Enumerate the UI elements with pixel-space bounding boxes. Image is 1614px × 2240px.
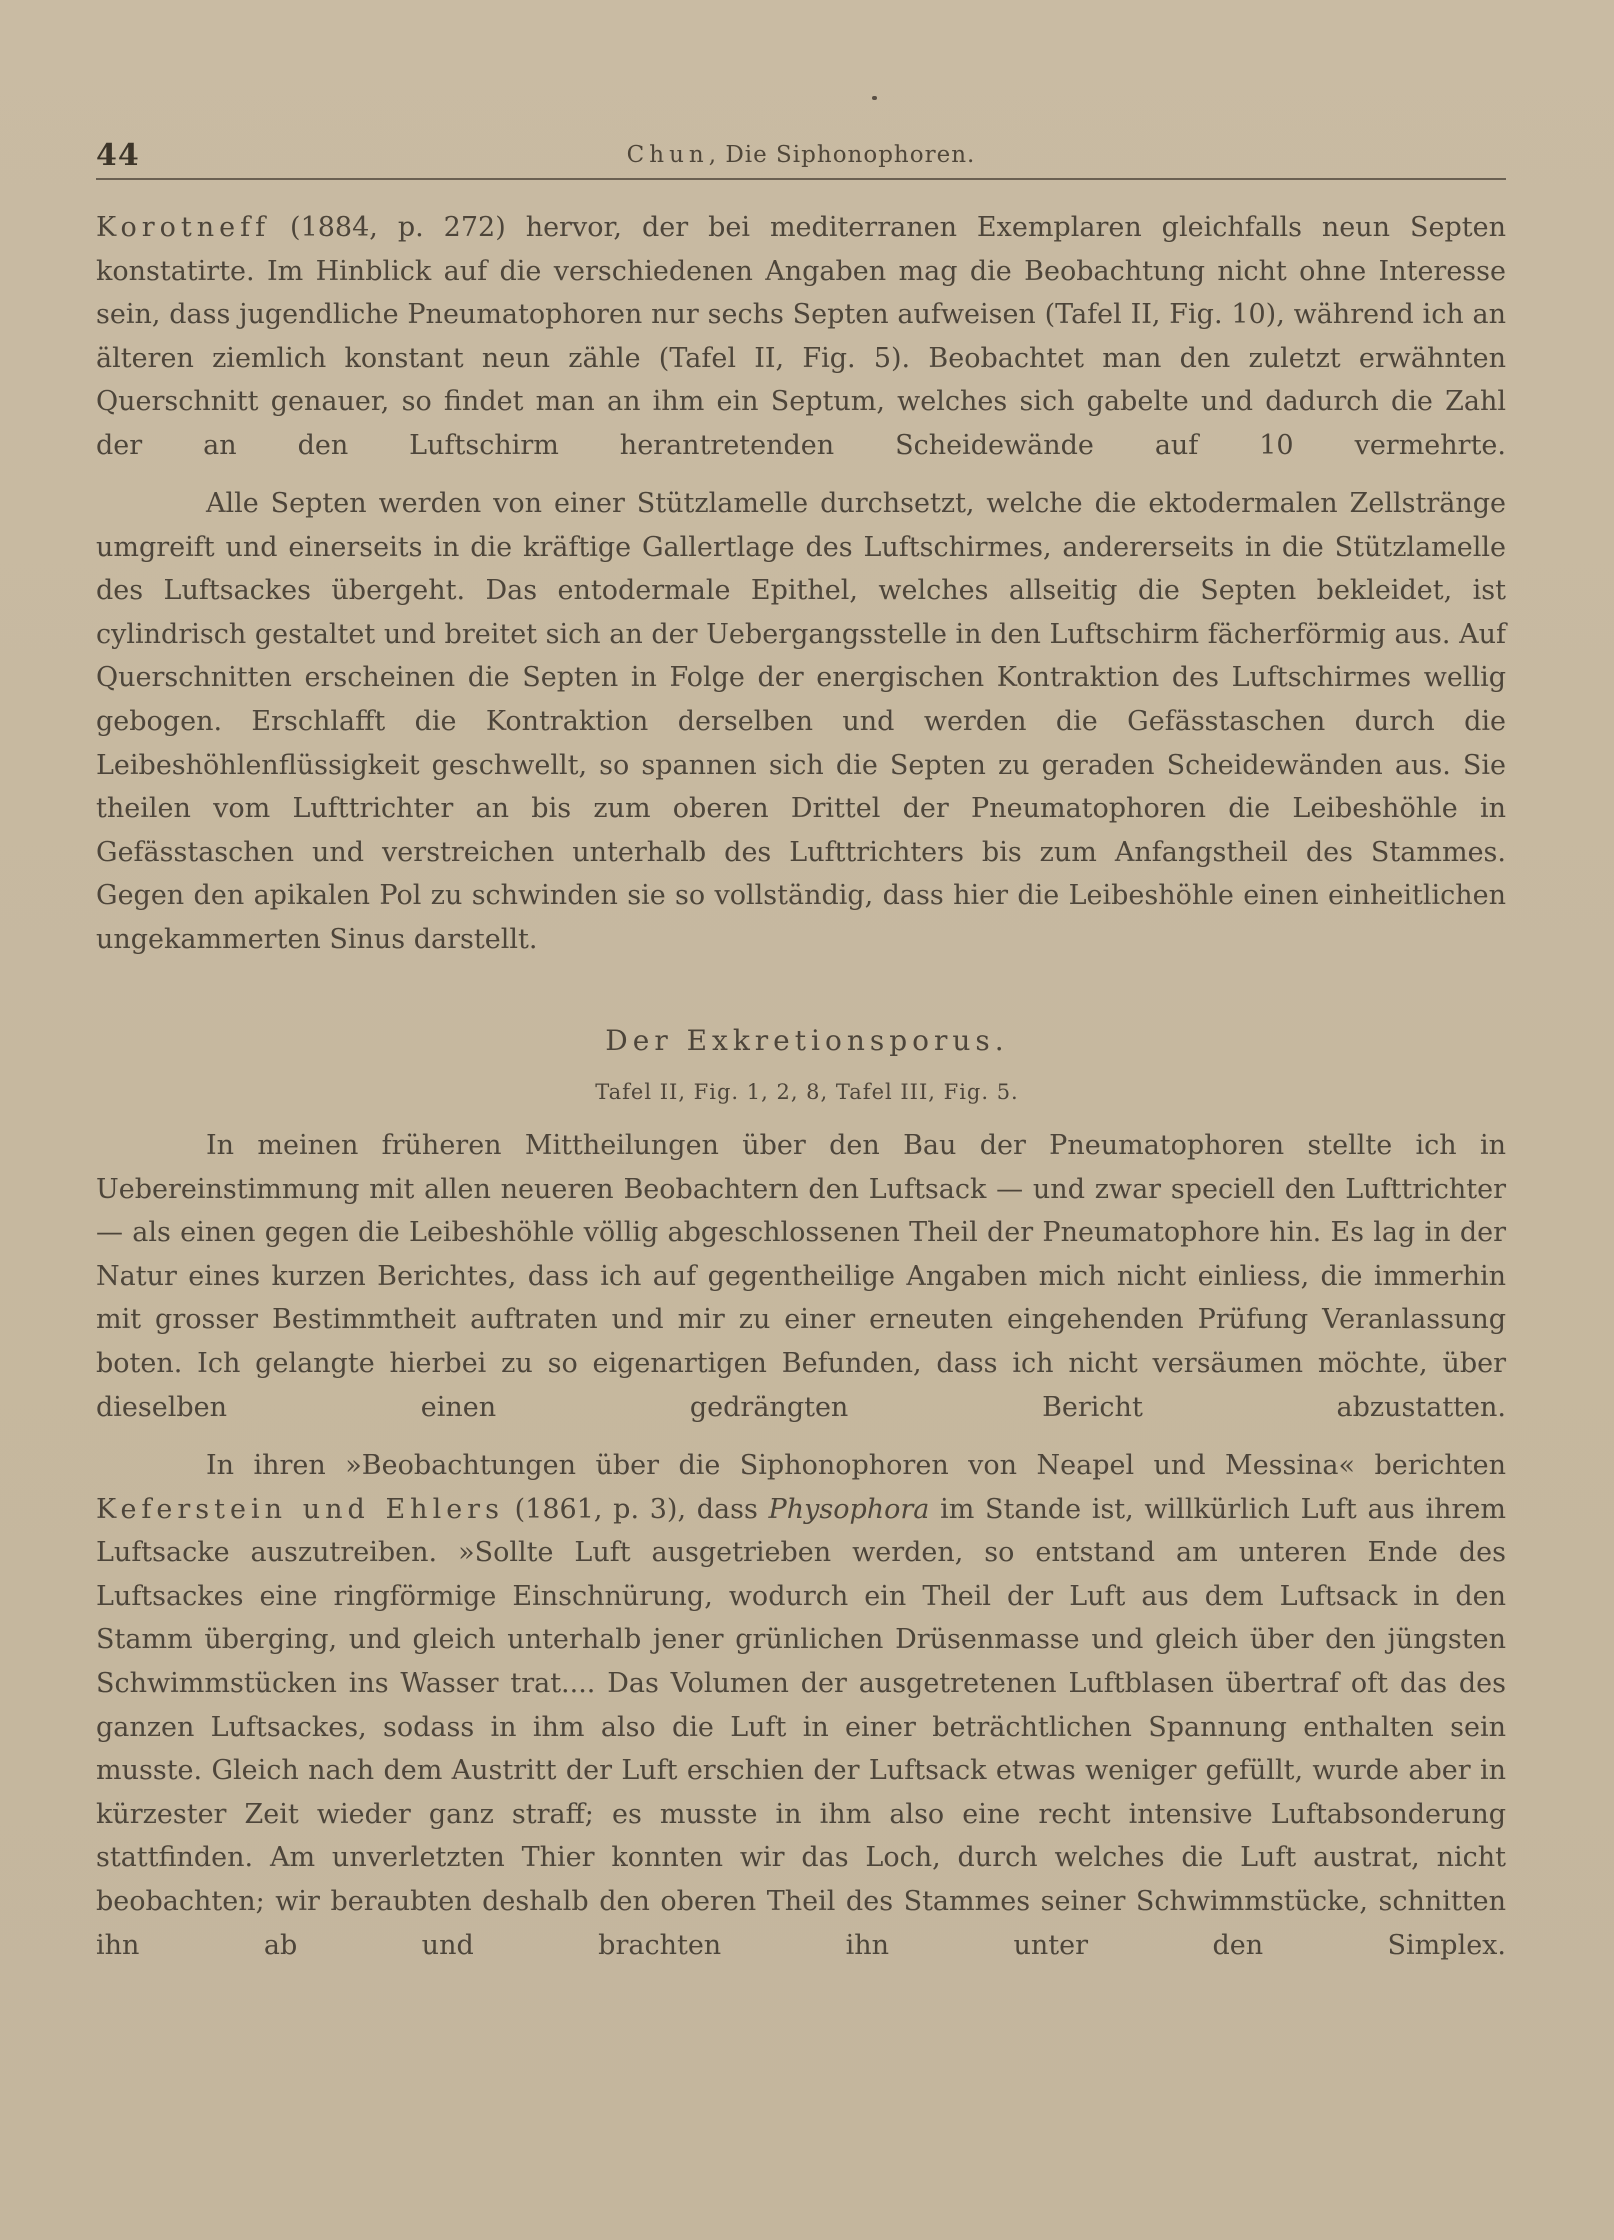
author-korotneff: Korotneff bbox=[96, 212, 271, 243]
ink-speck bbox=[872, 96, 877, 100]
paragraph-text: In ihren »Beobachtungen über die Siphonophoren von Neapel und Messina« berichten bbox=[206, 1450, 1506, 1481]
paragraph-text: (1884, p. 272) hervor, der bei mediterranen Exemplaren gleichfalls neun Septen konstatirte. Im Hinblick auf die verschiedenen Angaben mag die Beobachtung nicht ohne Interesse sein, dass jugendliche Pneumatophoren nur sechs Septen aufweisen (Tafel II, Fig. 10), während ich an älteren ziemlich konstant neun zähle (Tafel II, Fig. 5). Beobachtet man den zuletzt erwähnten Querschnitt genauer, so findet man an ihm ein Septum, welches sich gabelte und dadurch die Zahl der an den Luftschirm herantretenden Scheidewände auf 10 vermehrte. bbox=[96, 212, 1506, 461]
paragraph-keferstein-ehlers bbox=[96, 1444, 1506, 1967]
paragraph-text: (1861, p. 3), dass bbox=[503, 1493, 769, 1525]
paragraph-text: im Stande ist, willkürlich Luft aus ihrem Luftsacke auszutreiben. »Sollte Luft ausgetrieben werden, so entstand am unteren Ende des Luftsackes eine ringförmige Einschnürung, wodurch ein Theil der Luft aus dem Luftsack in den Stamm überging, und gleich unterhalb jener grünlichen Drüsenmasse und gleich über den jüngsten Schwimmstücken ins Wasser trat.... Das Volumen der ausgetretenen Luftblasen übertraf oft das des ganzen Luftsackes, sodass in ihm also die Luft in einer beträchtlichen Spannung enthalten sein musste. Gleich nach dem Austritt der Luft erschien der Luftsack etwas weniger gefüllt, wurde aber in kürzester Zeit wieder ganz straff; es musste in ihm also eine recht intensive Luftabsonderung stattfinden. Am unverletzten Thier konnten wir das Loch, durch welches die Luft austrat, nicht beobachten; wir beraubten deshalb den oberen Theil des Stammes seiner Schwimmstücke, schnitten ihn ab und brachten ihn unter den Simplex. bbox=[96, 1493, 1507, 1961]
page-number: 44 bbox=[96, 138, 140, 173]
paragraph-text: In meinen früheren Mittheilungen über den Bau der Pneumatophoren stellte ich in Uebereinstimmung mit allen neueren Beobachtern den Luftsack — und zwar speciell den Lufttrichter — als einen gegen die Leibeshöhle völlig abgeschlossenen Theil der Pneumatophore hin. Es lag in der Natur eines kurzen Berichtes, dass ich auf gegentheilige Angaben mich nicht einliess, die immerhin mit grosser Bestimmtheit auftraten und mir zu einer erneuten eingehenden Prüfung Veranlassung boten. Ich gelangte hierbei zu so eigenartigen Befunden, dass ich nicht versäumen möchte, über dieselben einen gedrängten Bericht abzustatten. bbox=[96, 1130, 1506, 1423]
paragraph-earlier-findings bbox=[96, 1124, 1506, 1429]
paragraph-text: Alle Septen werden von einer Stützlamelle durchsetzt, welche die ektodermalen Zellstränge umgreift und einerseits in die kräftige Gallertlage des Luftschirmes, andererseits in die Stützlamelle des Luftsackes übergeht. Das entodermale Epithel, welches allseitig die Septen bekleidet, ist cylindrisch gestaltet und breitet sich an der Uebergangsstelle in den Luftschirm fächerförmig aus. Auf Querschnitten erscheinen die Septen in Folge der energischen Kontraktion des Luftschirmes wellig gebogen. Erschlafft die Kontraktion derselben und werden die Gefässtaschen durch die Leibeshöhlenflüssigkeit geschwellt, so spannen sich die Septen zu geraden Scheidewänden aus. Sie theilen vom Lufttrichter an bis zum oberen Drittel der Pneumatophoren die Leibeshöhle in Gefässtaschen und verstreichen unterhalb des Lufttrichters bis zum Anfangstheil des Stammes. Gegen den apikalen Pol zu schwinden sie so vollständig, dass hier die Leibeshöhle einen einheitlichen ungekammerten Sinus darstellt. bbox=[96, 488, 1506, 955]
genus-physophora: Physophora bbox=[768, 1493, 930, 1525]
section-heading: Der Exkretionsporus. bbox=[605, 1024, 1009, 1057]
section-plate-reference: Tafel II, Fig. 1, 2, 8, Tafel III, Fig. 5. bbox=[595, 1080, 1019, 1104]
running-head bbox=[96, 138, 1506, 180]
running-title-rest: , Die Siphonophoren. bbox=[708, 142, 976, 168]
paragraph-septen-count bbox=[96, 206, 1506, 468]
running-title bbox=[96, 142, 1506, 168]
authors-keferstein-ehlers: Keferstein und Ehlers bbox=[96, 1493, 504, 1525]
paragraph-septen-structure bbox=[96, 482, 1506, 962]
running-title-author: Chun bbox=[626, 142, 709, 168]
